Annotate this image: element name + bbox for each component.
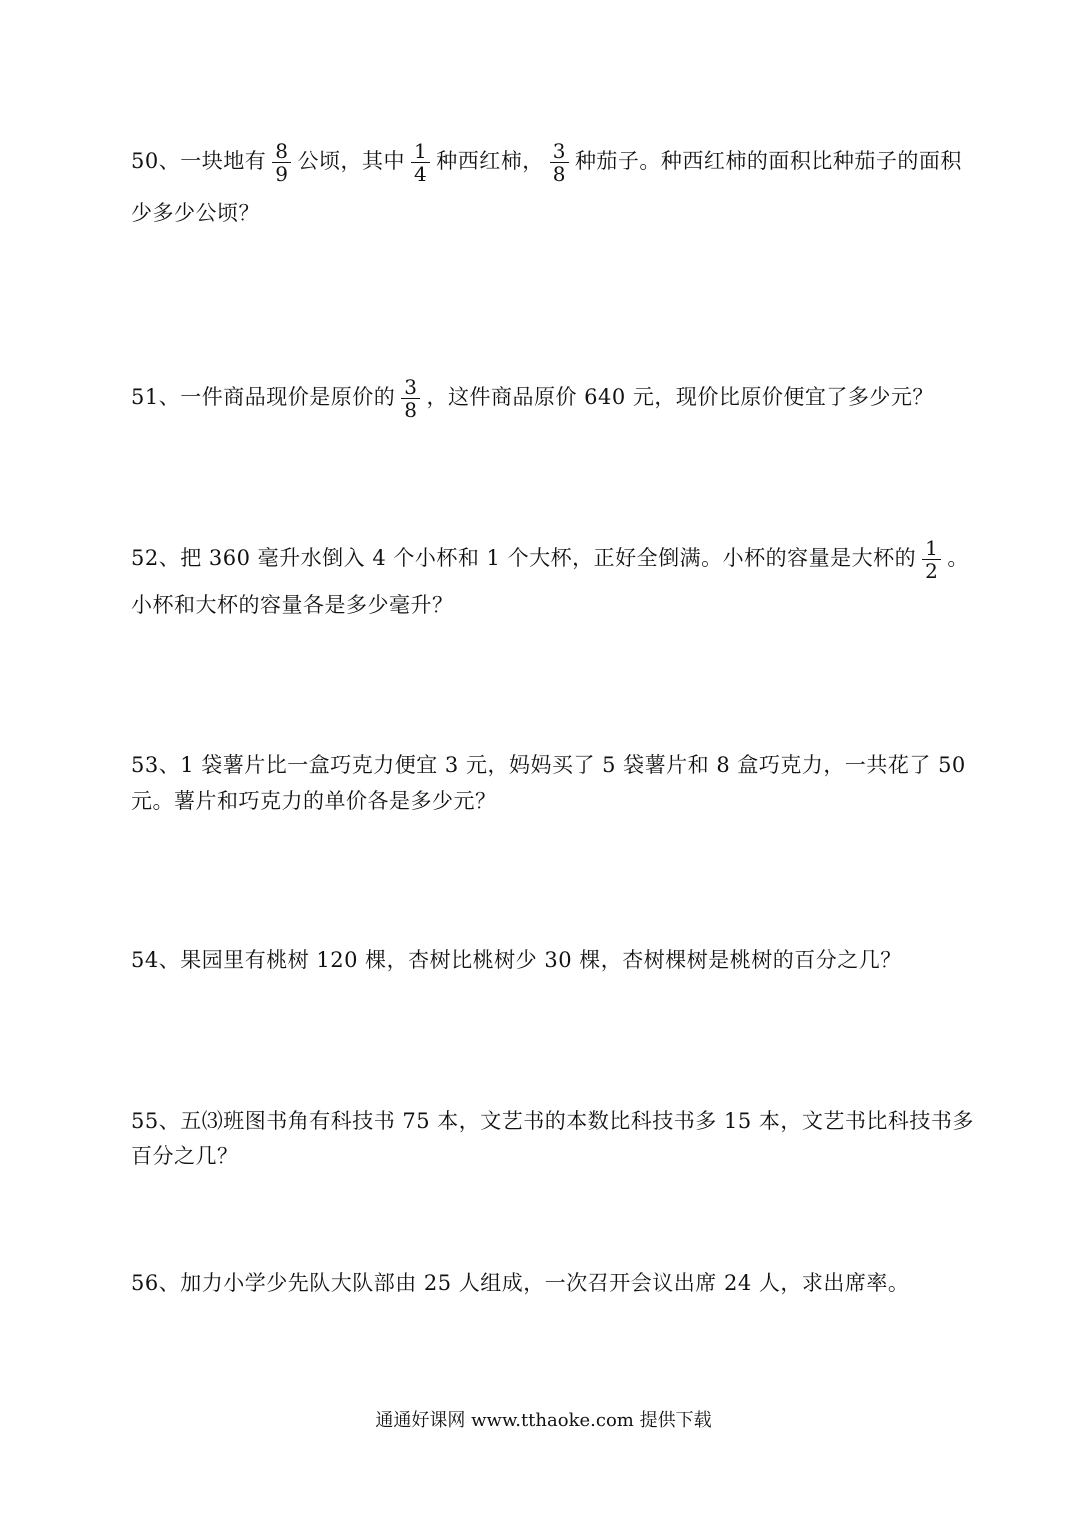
problem-52-line-1: 52、把 360 毫升水倒入 4 个小杯和 1 个大杯，正好全倒满。小杯的容量是大杯的 $\frac{1}{2}$ 。 — [131, 536, 969, 583]
problem-55-line-1: 55、五⑶班图书角有科技书 75 本，文艺书的本数比科技书多 15 本，文艺书比科技书多 — [131, 1109, 974, 1133]
problem-52-line-2: 小杯和大杯的容量各是多少毫升？ — [131, 593, 454, 617]
problem-54-line-1: 54、果园里有桃树 120 棵，杏树比桃树少 30 棵，杏树棵树是桃树的百分之几？ — [131, 948, 902, 972]
fraction-8-9: $\frac{8}{9}$ — [272, 140, 291, 185]
problem-56-line-1: 56、加力小学少先队大队部由 25 人组成，一次召开会议出席 24 人，求出席率。 — [131, 1271, 910, 1295]
problem-53-line-2: 元。薯片和巧克力的单价各是多少元？ — [131, 789, 497, 813]
problem-55-line-2: 百分之几？ — [131, 1144, 239, 1168]
problem-53-line-1: 53、1 袋薯片比一盒巧克力便宜 3 元，妈妈买了 5 袋薯片和 8 盒巧克力，一共花了 50 — [131, 753, 966, 777]
fraction-1-2: $\frac{1}{2}$ — [922, 537, 941, 582]
fraction-1-4: $\frac{1}{4}$ — [411, 140, 430, 185]
problem-51-line-1: 51、一件商品现价是原价的 $\frac{3}{8}$ ，这件商品原价 640 元，现价比原价便宜了多少元？ — [131, 375, 934, 422]
fraction-3-8: $\frac{3}{8}$ — [401, 376, 420, 421]
fraction-3-8: $\frac{3}{8}$ — [550, 140, 569, 185]
problem-50-line-1: 50、一块地有 $\frac{8}{9}$ 公顷，其中 $\frac{1}{4}$ 种西红柿， $\frac{3}{8}$ 种茄子。种西红柿的面积比种茄子的面积 — [131, 139, 962, 186]
problem-50-line-2: 少多少公顷？ — [131, 201, 260, 225]
page-footer: 通通好课网 www.tthaoke.com 提供下载 — [375, 1410, 712, 1431]
